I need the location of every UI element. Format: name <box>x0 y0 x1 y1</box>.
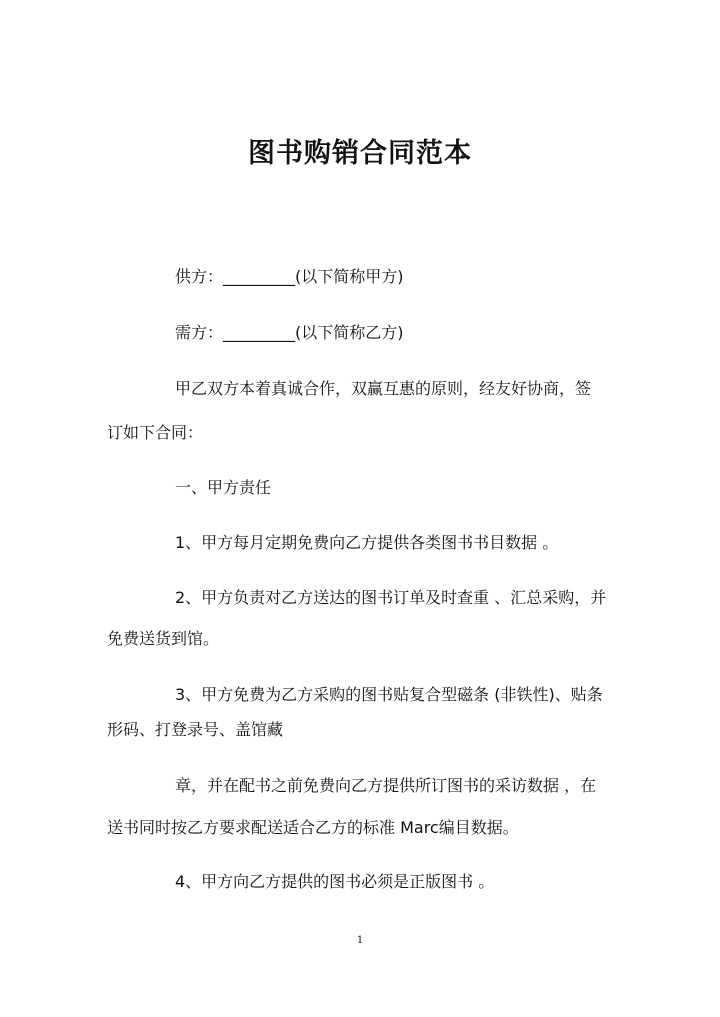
clause-2-line-2: 免费送货到馆。 <box>107 629 220 648</box>
document-title: 图书购销合同范本 <box>248 138 472 169</box>
supplier-line: 供方：_________(以下简称甲方) <box>175 267 404 286</box>
page-number: 1 <box>356 935 364 946</box>
section-heading: 一、甲方责任 <box>175 478 272 497</box>
preamble-line-2: 订如下合同： <box>107 423 204 442</box>
clause-3-line-1: 3、甲方免费为乙方采购的图书贴复合型磁条 (非铁性)、贴条 <box>175 685 603 704</box>
clause-3-line-3: 章，并在配书之前免费向乙方提供所订图书的采访数据 ，在 <box>175 776 597 795</box>
clause-3-line-4: 送书同时按乙方要求配送适合乙方的标准 Marc编目数据。 <box>107 818 519 837</box>
clause-3-line-2: 形码、打登录号、盖馆藏 <box>107 720 284 739</box>
preamble-line-1: 甲乙双方本着真诚合作，双赢互惠的原则，经友好协商，签 <box>175 379 592 398</box>
buyer-line: 需方：_________(以下简称乙方) <box>175 323 404 342</box>
clause-4: 4、甲方向乙方提供的图书必须是正版图书 。 <box>175 872 495 891</box>
clause-2-line-1: 2、甲方负责对乙方送达的图书订单及时查重 、汇总采购，并 <box>175 588 607 607</box>
clause-1: 1、甲方每月定期免费向乙方提供各类图书书目数据 。 <box>175 533 559 552</box>
